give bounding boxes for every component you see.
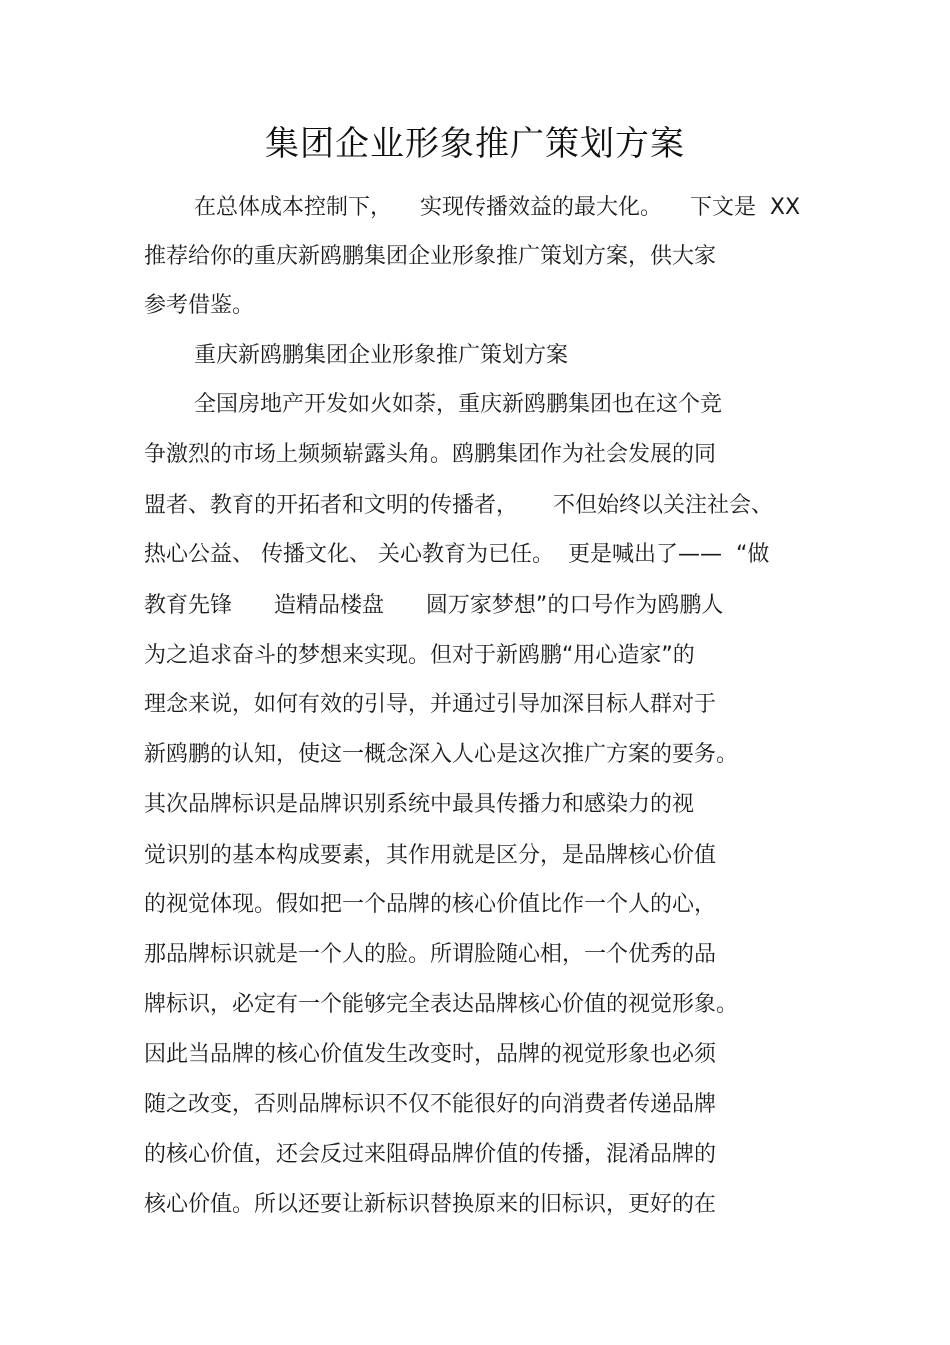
paragraph-line: 新鸥鹏的认知，使这一概念深入人心是这次推广方案的要务。 [144, 742, 739, 767]
paragraph-line: 推荐给你的重庆新鸥鹏集团企业形象推广策划方案，供大家 [144, 244, 717, 269]
paragraph-line: 随之改变，否则品牌标识不仅不能很好的向消费者传递品牌 [144, 1092, 717, 1117]
paragraph-line: 在总体成本控制下， 实现传播效益的最大化。 下文是 XX [194, 195, 801, 220]
paragraph-line: 的视觉体现。假如把一个品牌的核心价值比作一个人的心， [144, 892, 717, 917]
paragraph-line: 觉识别的基本构成要素，其作用就是区分，是品牌核心价值 [144, 843, 717, 868]
paragraph-line: 全国房地产开发如火如荼，重庆新鸥鹏集团也在这个竞 [194, 392, 723, 417]
paragraph-line: 参考借鉴。 [144, 293, 255, 318]
section-heading: 重庆新鸥鹏集团企业形象推广策划方案 [194, 343, 569, 368]
paragraph-line: 理念来说，如何有效的引导，并通过引导加深目标人群对于 [144, 692, 717, 717]
paragraph-line: 其次品牌标识是品牌识别系统中最具传播力和感染力的视 [144, 792, 695, 817]
paragraph-line: 教育先锋 造精品楼盘 圆万家梦想”的口号作为鸥鹏人 [144, 593, 724, 618]
paragraph-line: 的核心价值，还会反过来阻碍品牌价值的传播，混淆品牌的 [144, 1142, 717, 1167]
document-title: 集团企业形象推广策划方案 [265, 124, 685, 164]
paragraph-line: 那品牌标识就是一个人的脸。所谓脸随心相，一个优秀的品 [144, 942, 717, 967]
paragraph-line: 为之追求奋斗的梦想来实现。但对于新鸥鹏“用心造家”的 [144, 643, 695, 668]
paragraph-line: 因此当品牌的核心价值发生改变时，品牌的视觉形象也必须 [144, 1042, 717, 1067]
paragraph-line: 热心公益、 传播文化、 关心教育为已任。 更是喊出了—— “做 [144, 542, 770, 567]
paragraph-line: 盟者、教育的开拓者和文明的传播者， 不但始终以关注社会、 [144, 493, 773, 518]
paragraph-line: 争激烈的市场上频频崭露头角。鸥鹏集团作为社会发展的同 [144, 442, 717, 467]
paragraph-line: 牌标识，必定有一个能够完全表达品牌核心价值的视觉形象。 [144, 992, 739, 1017]
paragraph-line: 核心价值。所以还要让新标识替换原来的旧标识，更好的在 [144, 1192, 717, 1217]
